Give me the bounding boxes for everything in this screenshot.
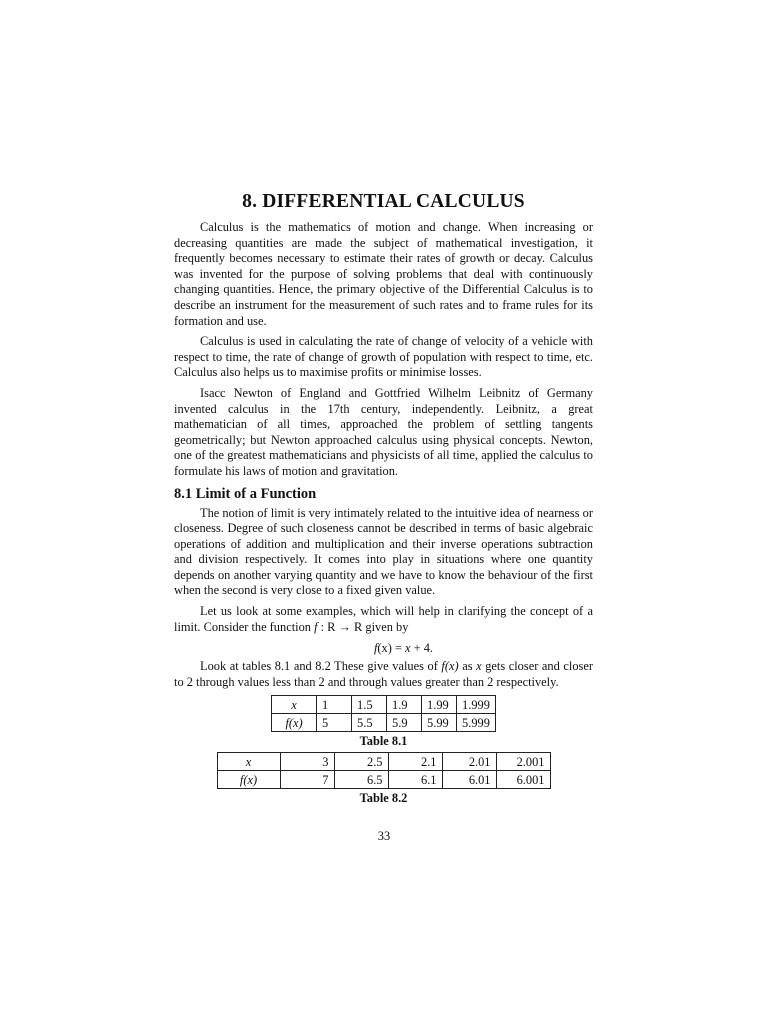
text-run: : R → R given by [317,619,409,634]
text-run: gets closer and closer to 2 through values less than 2 and through values greater than 2 respectively. [174,659,593,689]
intro-paragraph-3: Isacc Newton of England and Gottfried Wilhelm Leibnitz of Germany invented calculus in the 17th century, independently. Leibnitz, a great mathematician of all times, approached the problem of settling tangents geometrically; but Newton approached calculus using physical concepts. Newton, one of the greatest mathematicians and physicists of all time, applied the calculus to formulate his laws of motion and gravitation. [174,385,593,478]
table-caption: Table 8.2 [359,791,408,806]
text-run: Let us look at some examples, which will help in clarifying the concept of a limit. Consider the function [174,604,593,634]
row-label: f(x) [217,771,280,789]
table-cell: 2.001 [496,753,550,771]
table-cell: 1.999 [457,696,496,714]
intro-paragraph-1: Calculus is the mathematics of motion and change. When increasing or decreasing quantities are made the subject of mathematical investigation, it frequently becomes necessary to estimate their rates of growth or decay. Calculus was invented for the purpose of solving problems that deal with continuously changing quantities. Hence, the primary objective of the Differential Calculus is to describe an instrument for the measurement of such rates and to frame rules for its formation and use. [174,220,593,328]
row-label: f(x) [272,714,317,732]
section-heading: 8.1 Limit of a Function [174,485,317,502]
table-cell: 1 [317,696,352,714]
section-paragraph-1: The notion of limit is very intimately related to the intuitive idea of nearness or closeness. Degree of such closeness cannot be described in terms of basic algebraic operations of addition and multiplication and their inverse operations subtraction and division respectively. It comes into play in situations where one quantity depends on another varying quantity and we have to know the behaviour of the first when the second is very close to a fixed given value. [174,505,593,598]
table-cell: 2.1 [388,753,442,771]
section-paragraph-2 [174,604,593,635]
text-run: Look at tables 8.1 and 8.2 These give values of [200,659,442,674]
table-cell: 5.999 [457,714,496,732]
table-cell: 3 [280,753,334,771]
formula-rhs: + 4. [410,641,434,656]
table-row [217,771,550,789]
table-cell: 5.5 [352,714,387,732]
function-formula [214,640,593,656]
table-cell: 2.01 [442,753,496,771]
table-row [272,714,496,732]
formula-arg: (x) [377,641,392,656]
formula-x: x [405,641,411,656]
formula-eq: = [391,641,406,656]
table-cell: 1.99 [422,696,457,714]
table-caption: Table 8.1 [359,734,408,749]
table-cell: 1.5 [352,696,387,714]
table-cell: 2.5 [334,753,388,771]
text-run: as [458,659,477,674]
x-symbol: x [476,659,482,674]
table-cell: 5 [317,714,352,732]
table-8-1 [271,695,496,732]
table-8-2 [217,752,551,789]
section-paragraph-3 [174,659,593,690]
page-number: 33 [377,829,391,843]
table-cell: 6.1 [388,771,442,789]
table-row [217,753,550,771]
fx-symbol: f(x) [441,659,459,674]
table-cell: 6.5 [334,771,388,789]
chapter-title: 8. DIFFERENTIAL CALCULUS [242,191,525,212]
formula-f: f [373,641,378,656]
function-symbol: f [314,619,318,634]
page-content [174,190,593,809]
table-cell: 6.001 [496,771,550,789]
intro-paragraph-2: Calculus is used in calculating the rate of change of velocity of a vehicle with respect to time, the rate of change of growth of population with respect to time, etc. Calculus also helps us to maximise profits or minimise losses. [174,334,593,380]
table-cell: 6.01 [442,771,496,789]
row-label: x [217,753,280,771]
row-label: x [272,696,317,714]
table-row [272,696,496,714]
table-cell: 5.9 [387,714,422,732]
table-cell: 5.99 [422,714,457,732]
table-cell: 1.9 [387,696,422,714]
table-cell: 7 [280,771,334,789]
